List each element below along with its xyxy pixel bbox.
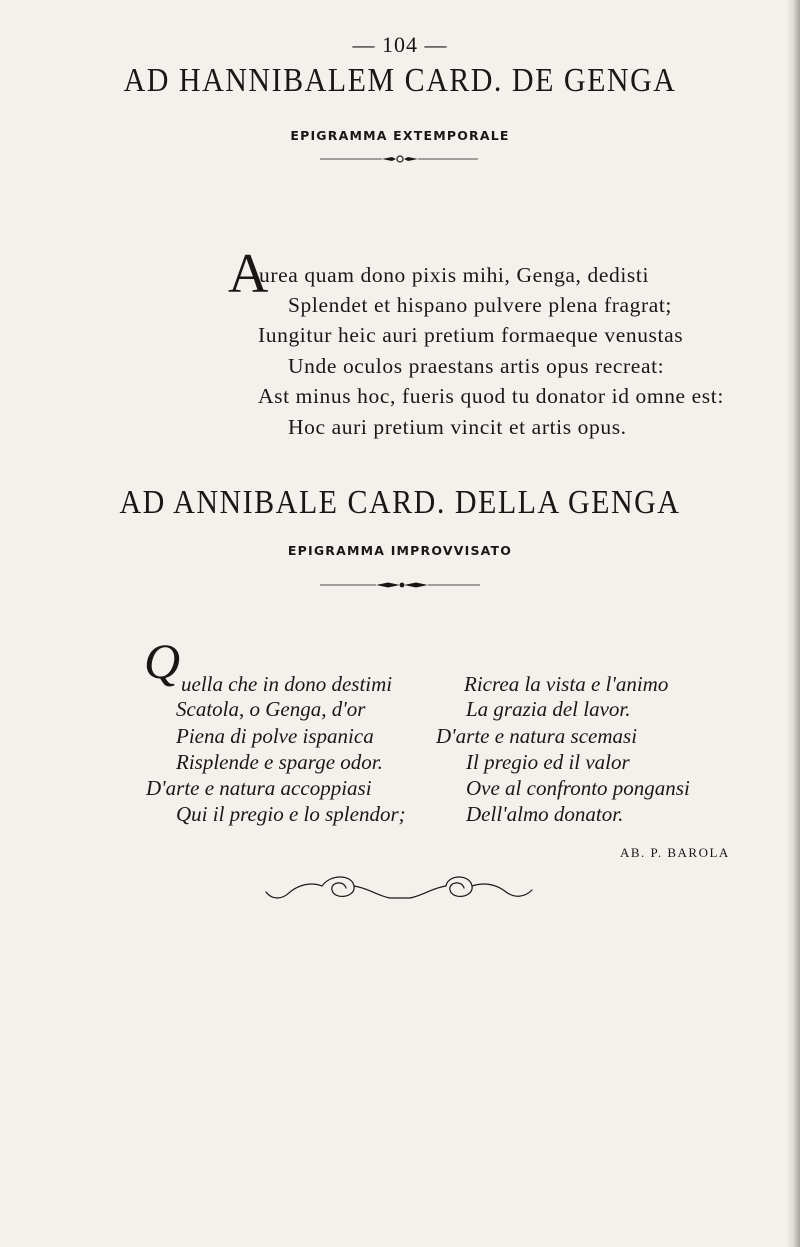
section-1-title: AD HANNIBALEM CARD. DE GENGA <box>123 62 677 99</box>
section-1-subtitle: EPIGRAMMA EXTEMPORALE <box>290 128 510 143</box>
italian-left-line: Qui il pregio e lo splendor; <box>176 802 406 826</box>
italian-right-line: Ove al confronto pongansi <box>466 776 690 800</box>
drop-cap-a: A <box>228 243 269 305</box>
italian-left-line: uella che in dono destimi <box>181 672 393 696</box>
latin-line: urea quam dono pixis mihi, Genga, dedisti <box>259 263 650 287</box>
latin-line: Unde oculos praestans artis opus recreat: <box>288 354 665 378</box>
italian-left-line: Scatola, o Genga, d'or <box>176 697 366 721</box>
italian-right-line: Dell'almo donator. <box>466 802 624 826</box>
latin-line: Splendet et hispano pulvere plena fragrat; <box>288 293 673 317</box>
italian-left-line: D'arte e natura accoppiasi <box>146 776 372 800</box>
italian-right-line: Il pregio ed il valor <box>466 750 630 774</box>
scroll-ornament-icon <box>260 870 540 906</box>
rule-ornament-icon <box>320 579 480 591</box>
tailpiece-ornament <box>0 870 800 911</box>
latin-line: Ast minus hoc, fueris quod tu donator id omne est: <box>258 384 724 408</box>
section-2-title: AD ANNIBALE CARD. DELLA GENGA <box>119 484 681 521</box>
italian-left-line: Risplende e sparge odor. <box>176 750 383 774</box>
ornament-divider-1 <box>0 152 800 170</box>
latin-line: Iungitur heic auri pretium formaeque venustas <box>258 323 684 347</box>
ornament-divider-2 <box>0 578 800 596</box>
italian-right-line: La grazia del lavor. <box>466 697 631 721</box>
latin-line: Hoc auri pretium vincit et artis opus. <box>288 415 627 439</box>
drop-cap-q: Q <box>144 633 181 689</box>
page-edge-shadow <box>786 0 800 1247</box>
page-number: — 104 — <box>352 32 448 57</box>
italian-left-line: Piena di polve ispanica <box>176 724 374 748</box>
section-2-subtitle: EPIGRAMMA IMPROVVISATO <box>287 543 513 558</box>
italian-right-line: D'arte e natura scemasi <box>436 724 638 748</box>
rule-ornament-icon <box>320 153 480 165</box>
italian-right-line: Ricrea la vista e l'animo <box>464 672 669 696</box>
author-signature: AB. P. BAROLA <box>620 845 730 860</box>
